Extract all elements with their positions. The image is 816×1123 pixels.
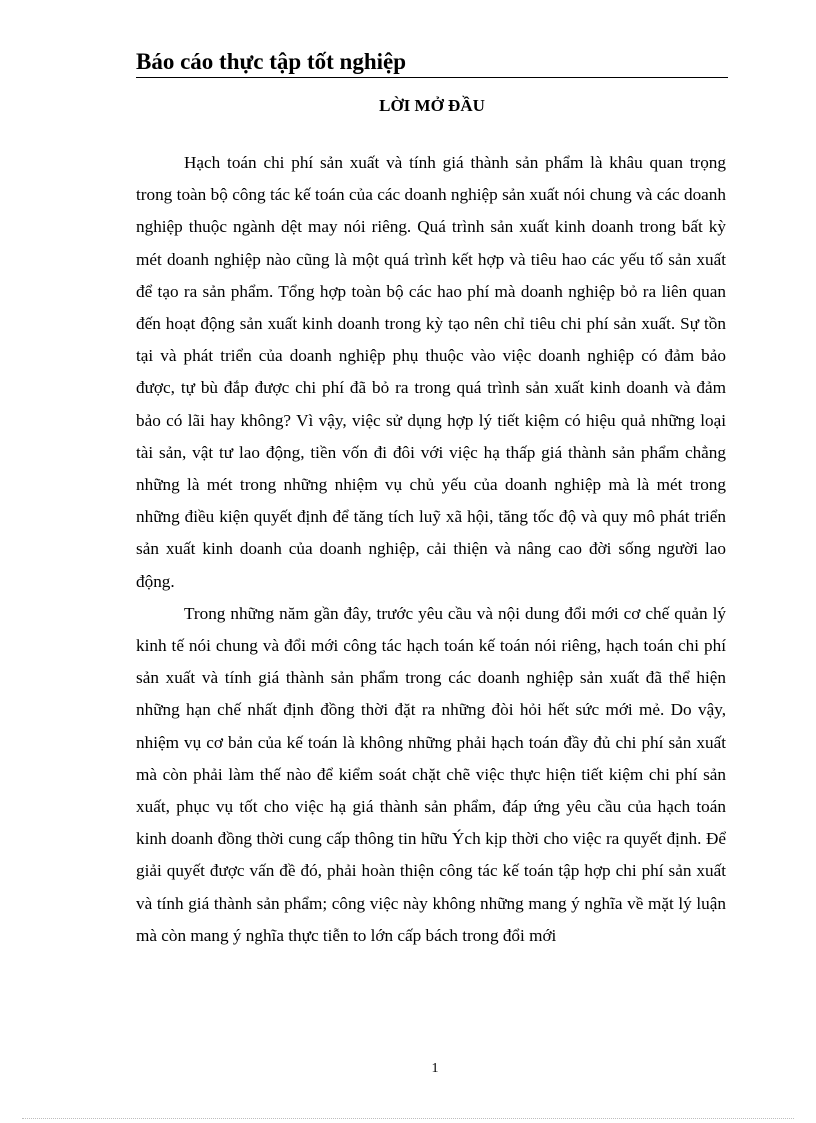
section-heading: LỜI MỞ ĐẦU — [379, 96, 485, 115]
page-number: 1 — [431, 1061, 439, 1076]
paragraph-1: Hạch toán chi phí sản xuất và tính giá thành sản phẩm là khâu quan trọng trong toàn bộ công tác kế toán của các doanh nghiệp sản xuất nói chung và các doanh nghiệp thuộc ngành dệt may nói riêng. Quá trình sản xuất kinh doanh trong bất kỳ mét doanh nghiệp nào cũng là một quá trình kết hợp và tiêu hao các yếu tố sản xuất để tạo ra sản phẩm. Tổng hợp toàn bộ các hao phí mà doanh nghiệp bỏ ra liên quan đến hoạt động sản xuất kinh doanh trong kỳ tạo nên chỉ tiêu chi phí sản xuất. Sự tồn tại và phát triển của doanh nghiệp phụ thuộc vào việc doanh nghiệp có đảm bảo được, tự bù đắp được chi phí đã bỏ ra trong quá trình sản xuất kinh doanh và đảm bảo có lãi hay không? Vì vậy, việc sử dụng hợp lý tiết kiệm có hiệu quả những loại tài sản, vật tư lao động, tiền vốn đi đôi với việc hạ thấp giá thành sản phẩm chẳng những là mét trong những nhiệm vụ chủ yếu của doanh nghiệp mà là mét trong những điều kiện quyết định để tăng tích luỹ xã hội, tăng tốc độ và quy mô phát triển sản xuất kinh doanh của doanh nghiệp, cải thiện và nâng cao đời sống người lao động. — [136, 153, 726, 591]
page-bottom-divider — [22, 1118, 794, 1119]
header-divider — [136, 77, 728, 78]
paragraph-2: Trong những năm gần đây, trước yêu cầu và nội dung đổi mới cơ chế quản lý kinh tế nói chung và đổi mới công tác hạch toán kế toán nói riêng, hạch toán chi phí sản xuất và tính giá thành sản phẩm trong các doanh nghiệp sản xuất đã thể hiện những hạn chế nhất định đồng thời đặt ra những đòi hỏi hết sức mới mẻ. Do vậy, nhiệm vụ cơ bản của kế toán là không những phải hạch toán đầy đủ chi phí sản xuất mà còn phải làm thế nào để kiểm soát chặt chẽ việc thực hiện tiết kiệm chi phí sản xuất, phục vụ tốt cho việc hạ giá thành sản phẩm, đáp ứng yêu cầu của hạch toán kinh doanh đồng thời cung cấp thông tin hữu Ých kịp thời cho việc ra quyết định. Để giải quyết được vấn đề đó, phải hoàn thiện công tác kế toán tập hợp chi phí sản xuất và tính giá thành sản phẩm; công việc này không những mang ý nghĩa về mặt lý luận mà còn mang ý nghĩa thực tiễn to lớn cấp bách trong đổi mới — [136, 603, 726, 945]
header-title: Báo cáo thực tập tốt nghiệp — [136, 49, 407, 74]
body-text — [136, 147, 726, 952]
